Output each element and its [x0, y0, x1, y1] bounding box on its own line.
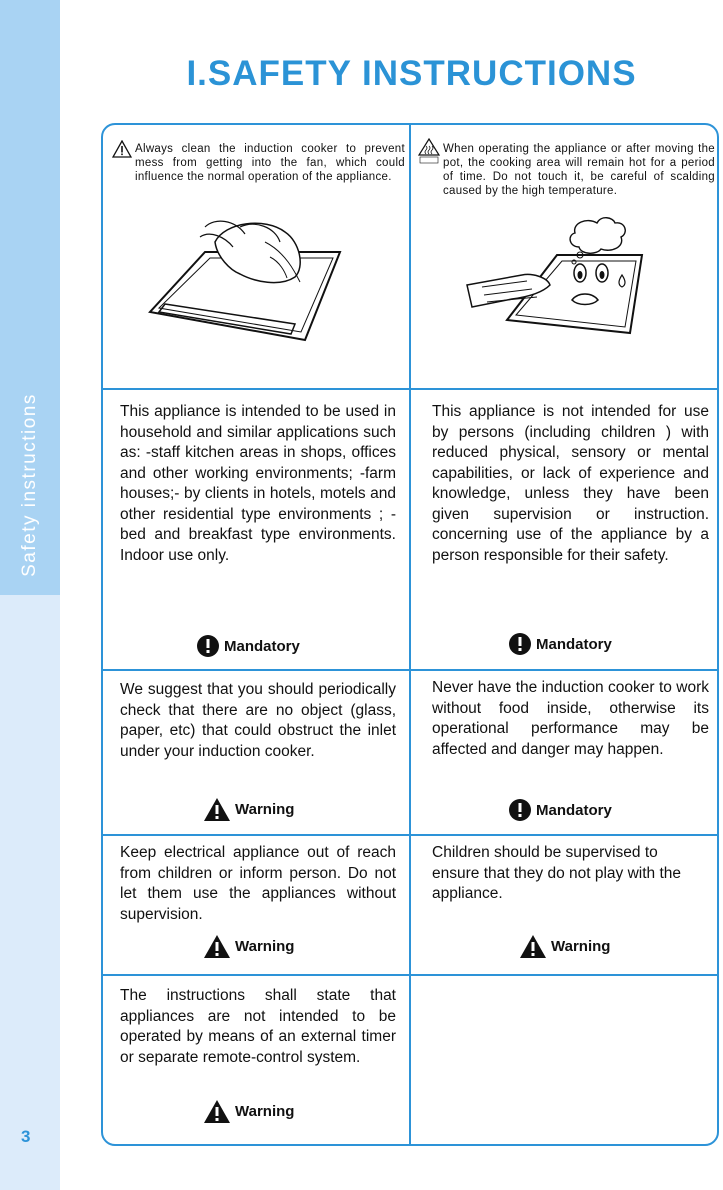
table-row-divider	[101, 669, 719, 671]
mandatory-text: Mandatory	[536, 801, 612, 819]
sidebar	[0, 0, 60, 1190]
hot-surface-icon	[418, 138, 440, 164]
page-title: I.SAFETY INSTRUCTIONS	[186, 54, 637, 93]
warning-text: Warning	[551, 938, 611, 955]
cell-text-clean: Always clean the induction cooker to prevent mess from getting into the fan, which could influence the normal operation of the appliance.	[135, 143, 405, 183]
cooker-cleaning-illustration	[145, 212, 360, 347]
warning-text: Warning	[235, 1103, 295, 1120]
warning-label	[203, 797, 294, 822]
cell-text-no-empty-use: Never have the induction cooker to work without food inside, otherwise its operational performance may be affected and danger may happen.	[432, 679, 709, 758]
caution-icon	[112, 140, 132, 158]
cell-text-hot: When operating the appliance or after moving the pot, the cooking area will remain hot for a period of time. Do not touch it, be careful of scalding caused by the high temperature.	[443, 143, 715, 197]
warning-triangle-icon	[519, 934, 547, 959]
table-column-divider	[409, 123, 411, 1146]
warning-text: Warning	[235, 938, 295, 955]
table-row-divider	[101, 834, 719, 836]
warning-label	[519, 934, 610, 959]
table-row-divider	[101, 388, 719, 390]
cell-text-external-timer: The instructions shall state that appliances are not intended to be operated by means of an external timer or separate remote-control system.	[120, 987, 396, 1066]
cell-text-check-inlet: We suggest that you should periodically check that there are no object (glass, paper, etc) that could obstruct the inlet under your induction cooker.	[120, 681, 396, 760]
cell-text-children-reach: Keep electrical appliance out of reach from children or inform person. Do not let them use the appliances without supervision.	[120, 844, 396, 923]
warning-label	[203, 934, 294, 959]
cell-text-household-use: This appliance is intended to be used in household and similar applications such as: -staff kitchen areas in shops, offices and other working environments; -farm houses;- by clients in hotels, motels and other residential type environments ; -bed and breakfast type environments. Indoor use only.	[120, 403, 396, 564]
exclamation-icon	[508, 798, 532, 822]
mandatory-text: Mandatory	[224, 637, 300, 655]
cell-text-children-supervised: Children should be supervised to ensure that they do not play with the appliance.	[432, 844, 682, 902]
sidebar-label: Safety instructions	[19, 393, 40, 577]
table-row-divider	[101, 974, 719, 976]
cell-text-persons-capability: This appliance is not intended for use by persons (including children ) with reduced physical, sensory or mental capabilities, or lack of experience and knowledge, unless they have been given supervision or instruction. concerning use of the appliance by a person responsible for their safety.	[432, 403, 709, 564]
exclamation-icon	[508, 632, 532, 656]
mandatory-label	[508, 798, 612, 822]
mandatory-text: Mandatory	[536, 635, 612, 653]
mandatory-label	[508, 632, 612, 656]
page-number: 3	[21, 1127, 31, 1146]
exclamation-icon	[196, 634, 220, 658]
warning-label	[203, 1099, 294, 1124]
warning-triangle-icon	[203, 1099, 231, 1124]
warning-text: Warning	[235, 801, 295, 818]
warning-triangle-icon	[203, 797, 231, 822]
mandatory-label	[196, 634, 300, 658]
warning-triangle-icon	[203, 934, 231, 959]
hot-cooker-illustration	[462, 215, 652, 350]
